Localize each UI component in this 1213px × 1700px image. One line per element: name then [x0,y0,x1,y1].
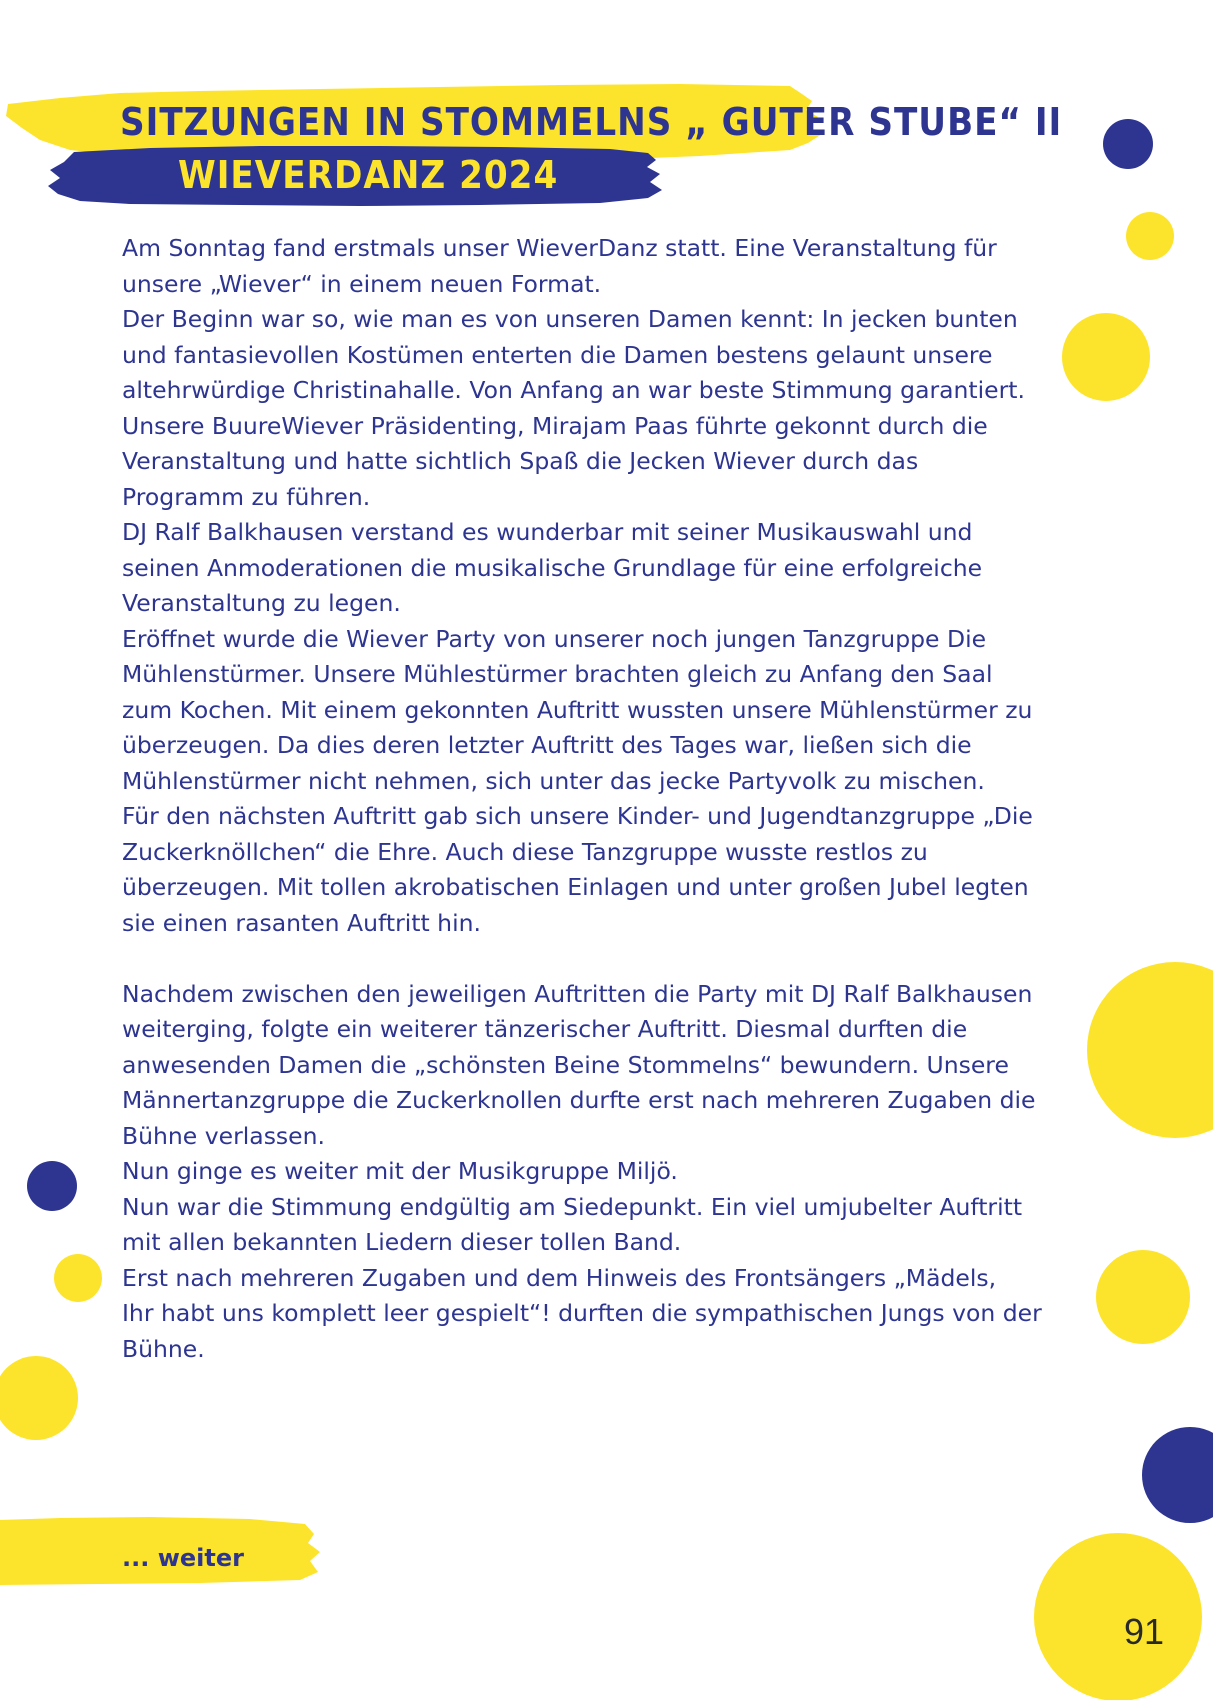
body-line: Für den nächsten Auftritt gab sich unsere Kinder- und Jugendtanzgruppe „Die [122,802,1033,830]
decorative-dot-yellow [1034,1533,1202,1700]
decorative-dot-yellow [1087,962,1213,1138]
page-number: 91 [1124,1611,1165,1652]
body-line: Mühlenstürmer. Unsere Mühlestürmer brachten gleich zu Anfang den Saal [122,660,993,688]
body-line: weiterging, folgte ein weiterer tänzerischer Auftritt. Diesmal durften die [122,1015,968,1043]
body-line: Der Beginn war so, wie man es von unseren Damen kennt: In jecken bunten [122,305,1018,333]
body-line: Erst nach mehreren Zugaben und dem Hinweis des Frontsängers „Mädels, [122,1263,997,1292]
body-line: sie einen rasanten Auftritt hin. [122,908,481,937]
body-line: Programm zu führen. [122,482,371,511]
body-line: altehrwürdige Christinahalle. Von Anfang an war beste Stimmung garantiert. [122,376,1025,404]
body-line: zum Kochen. Mit einem gekonnten Auftritt wussten unsere Mühlenstürmer zu [122,695,1033,724]
body-line: Nun war die Stimmung endgültig am Siedepunkt. Ein viel umjubelter Auftritt [122,1192,1023,1221]
body-line: unsere „Wiever“ in einem neuen Format. [122,269,602,298]
decorative-dot-yellow [54,1254,102,1302]
body-line: Zuckerknöllchen“ die Ehre. Auch diese Tanzgruppe wusste restlos zu [122,837,928,866]
body-line: Männertanzgruppe die Zuckerknollen durfte erst nach mehreren Zugaben die [122,1086,1036,1114]
body-line: seinen Anmoderationen die musikalische Grundlage für eine erfolgreiche [122,553,983,582]
decorative-dot-yellow [1096,1250,1190,1344]
body-line: Nun ginge es weiter mit der Musikgruppe Miljö. [122,1157,678,1185]
body-line: Veranstaltung zu legen. [122,589,401,617]
body-line: Unsere BuureWiever Präsidenting, Mirajam Paas führte gekonnt durch die [122,411,988,440]
body-line: überzeugen. Mit tollen akrobatischen Einlagen und unter großen Jubel legten [122,873,1029,901]
body-line: mit allen bekannten Liedern dieser tollen Band. [122,1228,682,1256]
heading-line-1: SITZUNGEN IN STOMMELNS „ GUTER STUBE“ II [120,100,1063,144]
body-line: und fantasievollen Kostümen enterten die Damen bestens gelaunt unsere [122,340,993,369]
body-line: Nachdem zwischen den jeweiligen Auftritten die Party mit DJ Ralf Balkhausen [122,979,1033,1008]
body-line: anwesenden Damen die „schönsten Beine Stommelns“ bewundern. Unsere [122,1050,1009,1079]
decorative-dot-navy [27,1161,77,1211]
decorative-dot-yellow [0,1356,78,1440]
body-line: Am Sonntag fand erstmals unser WieverDanz statt. Eine Veranstaltung für [122,234,997,262]
body-line: Bühne verlassen. [122,1121,325,1150]
decorative-dot-navy [1103,119,1153,169]
body-line: Eröffnet wurde die Wiever Party von unserer noch jungen Tanzgruppe Die [122,624,987,653]
paragraph-gap [122,941,1102,977]
continue-link[interactable]: ... weiter [122,1544,244,1572]
body-line: DJ Ralf Balkhausen verstand es wunderbar mit seiner Musikauswahl und [122,518,973,546]
body-line: Ihr habt uns komplett leer gespielt“! durften die sympathischen Jungs von der [122,1299,1042,1327]
body-line: Mühlenstürmer nicht nehmen, sich unter das jecke Partyvolk zu mischen. [122,766,985,795]
body-line: überzeugen. Da dies deren letzter Auftritt des Tages war, ließen sich die [122,731,972,759]
decorative-dot-yellow [1126,212,1174,260]
heading-line-2: WIEVERDANZ 2024 [178,153,559,197]
decorative-dot-navy [1142,1427,1213,1523]
article-body [122,231,1102,1367]
body-line: Bühne. [122,1334,205,1363]
body-line: Veranstaltung und hatte sichtlich Spaß die Jecken Wiever durch das [122,447,919,475]
